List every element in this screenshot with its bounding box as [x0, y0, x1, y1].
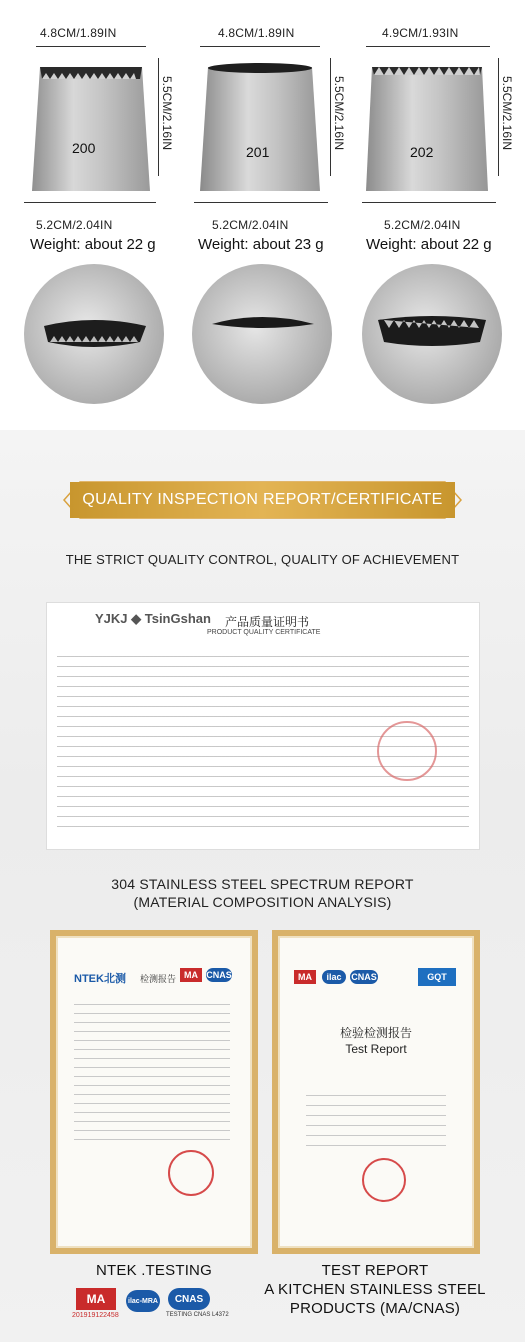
nozzle-201-top-view [190, 262, 334, 406]
ilac-logo: ilac-MRA [126, 1290, 160, 1312]
dimension-line [36, 46, 146, 47]
nozzle-201-image [196, 55, 324, 195]
test-report-frame [272, 930, 480, 1254]
certificate-title-en: PRODUCT QUALITY CERTIFICATE [207, 629, 321, 636]
cnas-logo: CNAS [168, 1288, 210, 1310]
height-dimension: 5.5CM/2.16IN [500, 76, 514, 151]
nozzle-202-top-view [360, 262, 504, 406]
test-report-caption-2: A KITCHEN STAINLESS STEEL [264, 1281, 486, 1298]
red-seal [362, 1158, 406, 1202]
nozzle-202-image [362, 55, 492, 195]
ilac-logo: ilac [322, 970, 346, 984]
top-dimension: 4.9CM/1.93IN [382, 26, 459, 40]
company-logo: YJKJ ◆ TsinGshan [95, 611, 211, 626]
nozzle-number: 202 [410, 144, 434, 160]
spectrum-title: 304 STAINLESS STEEL SPECTRUM REPORT [111, 876, 414, 892]
ma-logo: MA [294, 970, 316, 984]
height-line [498, 58, 499, 176]
nozzle-weight: Weight: about 23 g [198, 236, 324, 253]
certificate-title-cn: 产品质量证明书 [225, 615, 310, 629]
ntek-caption: NTEK .TESTING [96, 1262, 212, 1279]
test-report-caption: TEST REPORT [321, 1262, 429, 1279]
cnas-logo: CNAS [351, 972, 377, 982]
dimension-line [194, 202, 328, 203]
bottom-dimension: 5.2CM/2.04IN [384, 218, 461, 232]
top-dimension: 4.8CM/1.89IN [40, 26, 117, 40]
report-text-lines [306, 1086, 446, 1146]
dimension-line [24, 202, 156, 203]
height-line [158, 58, 159, 176]
nozzle-number: 201 [246, 144, 270, 160]
ma-logo: MA [76, 1288, 116, 1310]
quality-certificate [46, 602, 480, 850]
quality-subtitle: THE STRICT QUALITY CONTROL, QUALITY OF ACHIEVEMENT [65, 552, 460, 567]
test-report-title-cn: 检验检测报告 [339, 1026, 412, 1040]
dimension-line [362, 202, 496, 203]
height-dimension: 5.5CM/2.16IN [160, 76, 174, 151]
nozzle-weight: Weight: about 22 g [30, 236, 156, 253]
quality-banner [70, 482, 455, 518]
report-text-lines [74, 996, 230, 1146]
gqt-logo: GQT [418, 968, 456, 986]
top-dimension: 4.8CM/1.89IN [218, 26, 295, 40]
nozzle-200-top-view [22, 262, 166, 406]
height-dimension: 5.5CM/2.16IN [332, 76, 346, 151]
banner-title: QUALITY INSPECTION REPORT/CERTIFICATE [82, 491, 443, 508]
nozzle-200-image [28, 55, 154, 195]
dimension-line [200, 46, 320, 47]
ma-code: 201919122458 [72, 1312, 119, 1319]
spectrum-subtitle: (MATERIAL COMPOSITION ANALYSIS) [133, 894, 392, 910]
cnas-logo: CNAS [206, 970, 232, 980]
red-seal [377, 721, 437, 781]
test-report-caption-3: PRODUCTS (MA/CNAS) [289, 1300, 461, 1317]
bottom-dimension: 5.2CM/2.04IN [36, 218, 113, 232]
nozzle-weight: Weight: about 22 g [366, 236, 492, 253]
bottom-dimension: 5.2CM/2.04IN [212, 218, 289, 232]
ma-logo: MA [180, 968, 202, 982]
dimension-line [366, 46, 490, 47]
nozzle-number: 200 [72, 140, 96, 156]
test-report-title-en: Test Report [345, 1042, 407, 1056]
cnas-sub: TESTING CNAS L4372 [166, 1312, 229, 1318]
ntek-header: NTEK北测 [74, 973, 126, 985]
height-line [330, 58, 331, 176]
red-seal [168, 1150, 214, 1196]
ntek-report-frame [50, 930, 258, 1254]
ntek-report-title: 检测报告 [140, 974, 177, 984]
